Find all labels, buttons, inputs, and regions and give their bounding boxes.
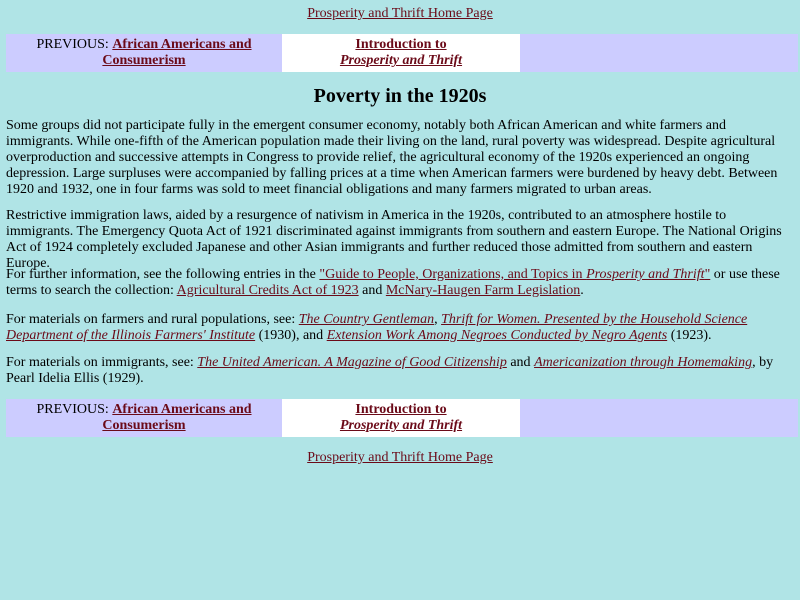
extension-work-link[interactable]: Extension Work Among Negroes Conducted by Negro Agents — [326, 328, 668, 343]
paragraph-immigrant-materials: For materials on immigrants, see: The United American. A Magazine of Good Citizenship and Americanization through Homemaking, by Pearl Idelia Ellis (1929). — [6, 355, 774, 386]
nav-empty-cell — [520, 34, 798, 72]
united-american-link[interactable]: The United American. A Magazine of Good Citizenship — [197, 355, 507, 370]
americanization-link[interactable]: Americanization through Homemaking — [534, 355, 753, 370]
home-link-bottom[interactable]: Prosperity and Thrift Home Page — [307, 450, 493, 465]
bottom-home-line — [0, 450, 800, 466]
guide-link[interactable]: "Guide to People, Organizations, and Topics in Prosperity and Thrift" — [319, 267, 711, 282]
nav-prev-cell — [6, 34, 282, 72]
nav-bar-top — [6, 34, 798, 72]
top-home-line — [0, 6, 800, 22]
nav-intro-cell — [282, 399, 520, 437]
thrift-for-women-link[interactable]: Thrift for Women. Presented by the Household Science Department of the Illinois Farmers' Institute — [6, 312, 748, 343]
paragraph-immigration: Restrictive immigration laws, aided by a resurgence of nativism in America in the 1920s, contributed to an atmosphere hostile to immigrants. The Emergency Quota Act of 1921 discriminated against immigrants from southern and eastern Europe. The National Origins Act of 1924 completely excluded Japanese and other Asian immigrants and further reduced those admitted from southern and eastern Europe. — [6, 208, 782, 271]
paragraph-further-info: For further information, see the following entries in the "Guide to People, Organizations, and Topics in Prosperity and Thrift" or use these terms to search the collection: Agricultural Credits Act of 1923 and McNary-Haugen Farm Legislation. — [6, 267, 780, 298]
nav-prev-cell — [6, 399, 282, 437]
page-title: Poverty in the 1920s — [313, 85, 487, 107]
home-link-top[interactable]: Prosperity and Thrift Home Page — [307, 6, 493, 21]
paragraph-farm-materials: For materials on farmers and rural populations, see: The Country Gentleman, Thrift for Women. Presented by the Household Science Department of the Illinois Farmers' Institute (1930), and Extension Work Among Negroes Conducted by Negro Agents (1923). — [6, 312, 748, 343]
prev-prefix: PREVIOUS: — [36, 402, 113, 417]
paragraph-farmers: Some groups did not participate fully in the emergent consumer economy, notably both African American and white farmers and immigrants. While one-fifth of the American population made their living on the land, rural poverty was widespread. Despite agricultural overproduction and successive attempts in Congress to provide relief, the agricultural economy of the 1920s experienced an ongoing depression. Large surpluses were accompanied by falling prices at a time when American farmers were burdened by heavy debt. Between 1920 and 1932, one in four farms was sold to meet financial obligations and many farmers migrated to urban areas. — [6, 118, 778, 197]
prev-link[interactable]: African Americans and Consumerism — [102, 37, 252, 68]
mcnary-haugen-link[interactable]: McNary-Haugen Farm Legislation — [385, 283, 581, 298]
country-gentleman-link[interactable]: The Country Gentleman — [298, 312, 435, 327]
nav-intro-cell — [282, 34, 520, 72]
nav-empty-cell — [520, 399, 798, 437]
prev-prefix: PREVIOUS: — [36, 37, 113, 52]
agricultural-credits-link[interactable]: Agricultural Credits Act of 1923 — [176, 283, 359, 298]
intro-link[interactable]: Introduction to Prosperity and Thrift — [339, 402, 463, 433]
nav-bar-bottom — [6, 399, 798, 437]
intro-link[interactable]: Introduction to Prosperity and Thrift — [339, 37, 463, 68]
prev-link[interactable]: African Americans and Consumerism — [102, 402, 252, 433]
